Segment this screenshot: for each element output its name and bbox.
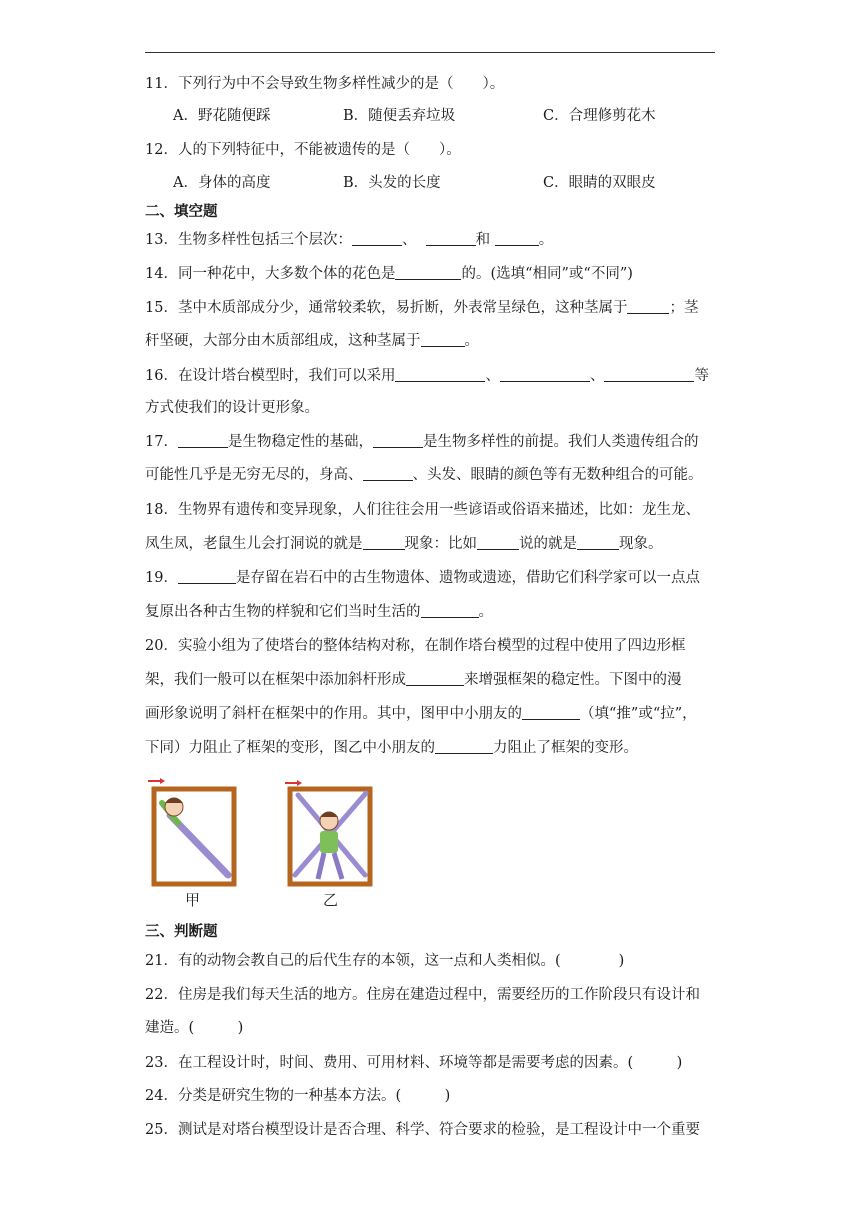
q18-text: 说的就是 <box>519 536 577 552</box>
q11-option-b[interactable]: B．随便丢弃垃圾 <box>343 108 456 124</box>
q14-blank[interactable] <box>395 265 461 280</box>
question-15-line-2 <box>145 330 715 352</box>
question-20-line-2 <box>145 669 715 691</box>
q17-blank-3[interactable] <box>363 466 413 481</box>
q11-option-c[interactable]: C．合理修剪花木 <box>543 108 656 124</box>
q16-text: 、 <box>589 368 605 384</box>
q18-blank-3[interactable] <box>577 535 619 550</box>
q17-text: 是生物多样性的前提。我们人类遗传组合的 <box>422 434 699 450</box>
question-16-line-2: 方式使我们的设计更形象。 <box>145 400 319 416</box>
q13-blank-1[interactable] <box>352 231 402 246</box>
q18-text: 现象：比如 <box>404 536 477 552</box>
q17-text: 可能性几乎是无穷无尽的，身高、 <box>145 467 363 483</box>
q20-text: 架，我们一般可以在框架中添加斜杆形成 <box>145 672 406 688</box>
q12-option-a[interactable]: A．身体的高度 <box>173 175 271 191</box>
question-18-line-1: 18．生物界有遗传和变异现象，人们往往会用一些谚语或俗语来描述，比如：龙生龙、 <box>145 502 700 518</box>
question-19-line-1 <box>145 567 715 589</box>
question-18-line-2 <box>145 533 715 555</box>
q13-text: 和 <box>475 232 491 248</box>
question-20-line-1: 20．实验小组为了使塔台的整体结构对称，在制作塔台模型的过程中使用了四边形框 <box>145 638 686 654</box>
q16-blank-1[interactable] <box>395 367 485 382</box>
question-11-stem: 11．下列行为中不会导致生物多样性减少的是（ ）。 <box>145 76 505 92</box>
question-20-line-4 <box>145 737 715 759</box>
q19-blank-1[interactable] <box>178 569 236 584</box>
q19-text: 是存留在岩石中的古生物遗体、遗物或遗迹，借助它们科学家可以一点点 <box>235 570 700 586</box>
q20-blank-3[interactable] <box>435 739 493 754</box>
question-15-line-1 <box>145 297 715 319</box>
q14-text: 的。(选填“相同”或“不同”) <box>461 266 633 282</box>
q17-blank-1[interactable] <box>178 433 228 448</box>
q12-option-b[interactable]: B．头发的长度 <box>343 175 441 191</box>
q12-option-c[interactable]: C．眼睛的双眼皮 <box>543 175 656 191</box>
q17-text: 17． <box>145 434 178 450</box>
question-22-line-2: 建造。( ) <box>145 1020 244 1036</box>
q20-blank-1[interactable] <box>406 671 464 686</box>
frame-illustration <box>140 775 390 910</box>
q17-text: 是生物稳定性的基础， <box>227 434 373 450</box>
q19-text: 。 <box>478 604 493 620</box>
q19-blank-2[interactable] <box>421 603 479 618</box>
question-16-line-1 <box>145 365 715 387</box>
q16-blank-2[interactable] <box>500 367 590 382</box>
q18-text: 凤生凤，老鼠生儿会打洞说的就是 <box>145 536 363 552</box>
q16-text: 等 <box>694 368 709 384</box>
q16-text: 16．在设计塔台模型时，我们可以采用 <box>145 368 396 384</box>
header-rule <box>145 52 715 53</box>
q20-text: 来增强框架的稳定性。下图中的漫 <box>464 672 682 688</box>
q16-text: 、 <box>485 368 500 384</box>
q18-blank-1[interactable] <box>363 535 405 550</box>
q20-text: （填“推”或“拉”， <box>580 706 697 722</box>
question-12-stem: 12．人的下列特征中，不能被遗传的是（ ）。 <box>145 142 461 158</box>
question-24: 24．分类是研究生物的一种基本方法。( ) <box>145 1088 451 1104</box>
q19-text: 19． <box>145 570 178 586</box>
q13-blank-3[interactable] <box>495 231 539 246</box>
figure-label-b: 乙 <box>323 891 339 909</box>
q15-blank-1[interactable] <box>627 299 669 314</box>
q13-text: 13．生物多样性包括三个层次： <box>145 232 352 248</box>
q20-text: 画形象说明了斜杆在框架中的作用。其中，图甲中小朋友的 <box>145 706 522 722</box>
q18-blank-2[interactable] <box>477 535 519 550</box>
question-25-line-1: 25．测试是对塔台模型设计是否合理、科学、符合要求的检验，是工程设计中一个重要 <box>145 1122 700 1138</box>
question-21: 21．有的动物会教自己的后代生存的本领，这一点和人类相似。( ) <box>145 953 625 969</box>
question-20-line-3 <box>145 703 715 725</box>
q20-text: 下同）力阻止了框架的变形，图乙中小朋友的 <box>145 740 435 756</box>
q14-text: 14．同一种花中，大多数个体的花色是 <box>145 266 396 282</box>
question-23: 23．在工程设计时，时间、费用、可用材料、环境等都是需要考虑的因素。( ) <box>145 1055 683 1071</box>
question-14 <box>145 263 715 285</box>
q11-option-a[interactable]: A．野花随便踩 <box>173 108 271 124</box>
question-22-line-1: 22．住房是我们每天生活的地方。住房在建造过程中，需要经历的工作阶段只有设计和 <box>145 987 700 1003</box>
section-title-judgement: 三、判断题 <box>145 924 218 940</box>
q15-text: 秆坚硬，大部分由木质部组成，这种茎属于 <box>145 333 421 349</box>
q17-blank-2[interactable] <box>373 433 423 448</box>
frame-b <box>285 780 370 884</box>
question-17-line-2 <box>145 464 715 486</box>
q13-blank-2[interactable] <box>426 231 476 246</box>
q15-blank-2[interactable] <box>421 332 465 347</box>
q17-text: 、头发、眼睛的颜色等有无数种组合的可能。 <box>412 467 703 483</box>
q13-text: 、 <box>401 232 417 248</box>
question-17-line-1 <box>145 431 715 453</box>
q20-blank-2[interactable] <box>522 705 580 720</box>
q13-text: 。 <box>538 232 554 248</box>
q16-blank-3[interactable] <box>604 367 694 382</box>
q15-text: ；茎 <box>669 300 699 316</box>
section-title-fill-blank: 二、填空题 <box>145 204 218 220</box>
question-13 <box>145 229 715 251</box>
frame-a <box>148 778 234 884</box>
q15-text: 。 <box>464 333 479 349</box>
q20-text: 力阻止了框架的变形。 <box>493 740 638 756</box>
figure-label-a: 甲 <box>185 891 201 909</box>
q15-text: 15．茎中木质部成分少，通常较柔软，易折断，外表常呈绿色，这种茎属于 <box>145 300 628 316</box>
question-19-line-2 <box>145 601 715 623</box>
q18-text: 现象。 <box>619 536 663 552</box>
q19-text: 复原出各种古生物的样貌和它们当时生活的 <box>145 604 421 620</box>
